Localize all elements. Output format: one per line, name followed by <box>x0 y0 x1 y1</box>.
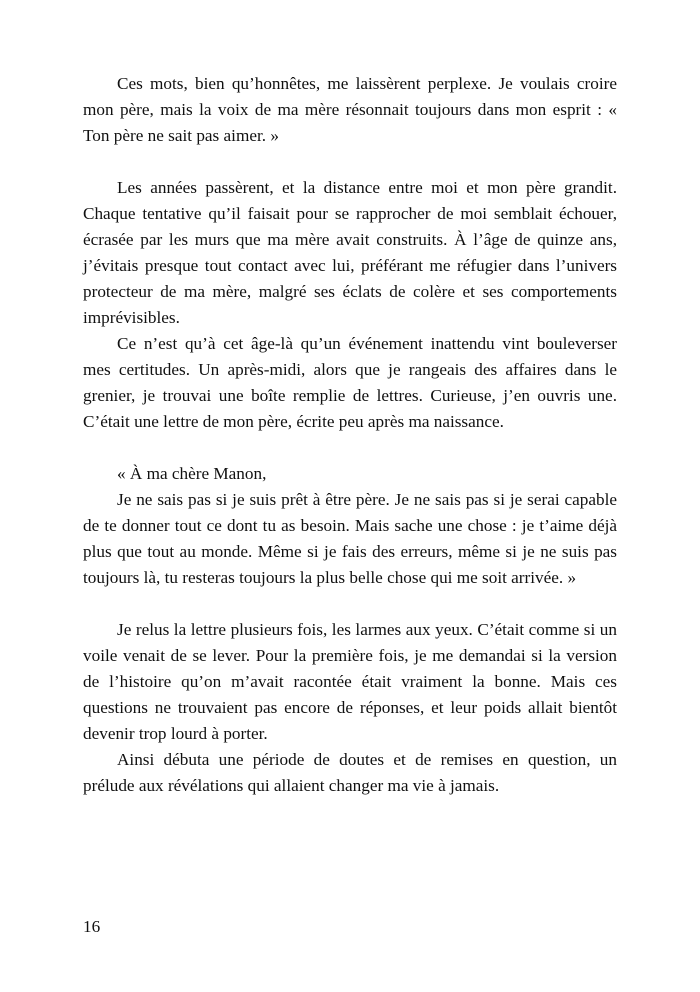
letter-salutation: « À ma chère Manon, <box>117 464 267 483</box>
paragraph-3: Ce n’est qu’à cet âge-là qu’un événement inattendu vint bouleverser mes certitudes. Un après-midi, alors que je rangeais des affaires dans le grenier, je trouvai une boîte remplie de lettres. Curieuse, j’en ouvris une. C’était une lettre de mon père, écrite peu après ma naissance. <box>83 334 617 431</box>
body-text <box>83 71 617 799</box>
page-number: 16 <box>83 917 101 936</box>
paragraph-1: Ces mots, bien qu’honnêtes, me laissèrent perplexe. Je voulais croire mon père, mais la voix de ma mère résonnait toujours dans mon esprit : « Ton père ne sait pas aimer. » <box>83 74 617 145</box>
section-break <box>83 591 617 617</box>
paragraph-4: Je relus la lettre plusieurs fois, les larmes aux yeux. C’était comme si un voile venait de se lever. Pour la première fois, je me demandai si la version de l’histoire qu’on m’avait racontée était vraiment la bonne. Mais ces questions ne trouvaient pas encore de réponses, et leur poids allait bientôt devenir trop lourd à porter. <box>83 620 617 743</box>
letter-body: Je ne sais pas si je suis prêt à être père. Je ne sais pas si je serai capable de te donner tout ce dont tu as besoin. Mais sache une chose : je t’aime déjà plus que tout au monde. Même si je fais des erreurs, même si je ne suis pas toujours là, tu resteras toujours la plus belle chose qui me soit arrivée. » <box>83 490 617 587</box>
section-break <box>83 149 617 175</box>
paragraph-2: Les années passèrent, et la distance entre moi et mon père grandit. Chaque tentative qu’il faisait pour se rapprocher de moi semblait échouer, écrasée par les murs que ma mère avait construits. À l’âge de quinze ans, j’évitais presque tout contact avec lui, préférant me réfugier dans l’univers protecteur de ma mère, malgré ses éclats de colère et ses comportements imprévisibles. <box>83 178 617 327</box>
paragraph-5: Ainsi débuta une période de doutes et de remises en question, un prélude aux révélations qui allaient changer ma vie à jamais. <box>83 750 617 795</box>
section-break <box>83 435 617 461</box>
